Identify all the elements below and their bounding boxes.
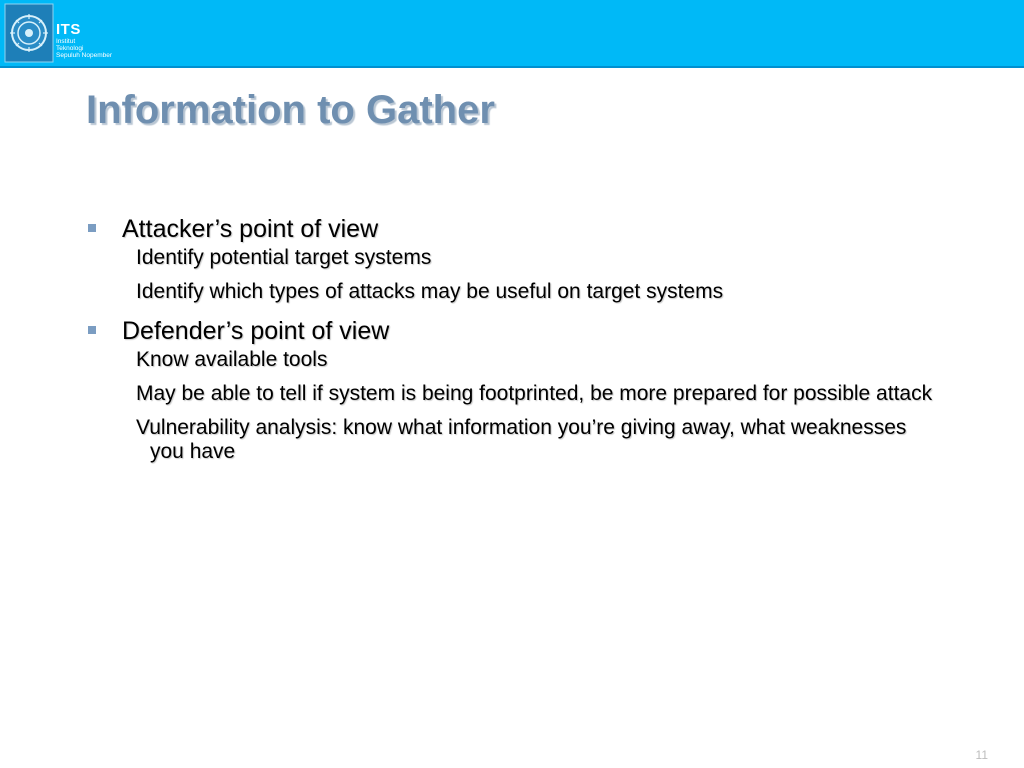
square-bullet-icon <box>88 326 96 334</box>
its-emblem-icon <box>4 3 54 63</box>
header-bar <box>0 0 1024 68</box>
bullet-item <box>86 314 946 348</box>
logo-line-3: Sepuluh Nopember <box>56 52 113 59</box>
logo-abbreviation: ITS <box>56 21 81 38</box>
sub-bullet-item: Vulnerability analysis: know what information you’re giving away, what weaknesses you have <box>136 416 907 463</box>
bullet-item <box>86 212 946 246</box>
square-bullet-icon <box>88 224 96 232</box>
sub-bullet-item: Identify which types of attacks may be useful on target systems <box>136 280 724 303</box>
sub-bullet-item: May be able to tell if system is being footprinted, be more prepared for possible attack <box>136 382 933 405</box>
page-number: 11 <box>975 748 988 762</box>
bullet-group-defender <box>86 314 946 464</box>
logo-text <box>56 22 112 59</box>
bullet-text: Attacker’s point of view <box>122 215 379 243</box>
sub-bullet-item: Know available tools <box>136 348 328 371</box>
bullet-text: Defender’s point of view <box>122 317 390 345</box>
slide-content <box>86 212 946 474</box>
sub-bullet-item: Identify potential target systems <box>136 246 432 269</box>
logo-line-2: Teknologi <box>56 45 84 52</box>
slide-title: Information to Gather <box>86 88 495 132</box>
logo-line-1: Institut <box>56 38 76 45</box>
bullet-group-attacker <box>86 212 946 304</box>
